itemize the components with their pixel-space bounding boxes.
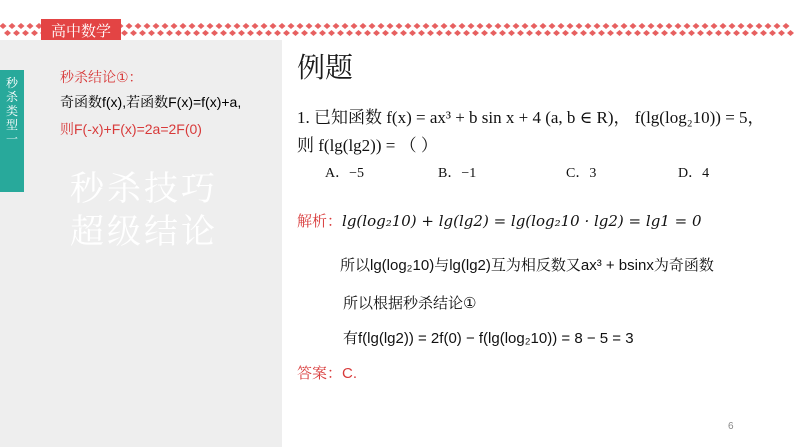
band-diamond <box>675 23 682 29</box>
band-diamond <box>495 23 502 29</box>
band-diamond <box>684 23 691 29</box>
band-diamond <box>337 30 344 36</box>
band-diamond <box>783 23 790 29</box>
band-diamond <box>670 30 677 36</box>
band-diamond <box>324 23 331 29</box>
band-diamond <box>616 30 623 36</box>
solution-formula-1: lg(log₂10) + lg(lg2) = lg(log₂10 · lg2) = lg1 = 0 <box>342 212 702 230</box>
band-diamond <box>225 23 232 29</box>
solution-line-3: 所以根据秒杀结论① <box>343 295 477 312</box>
option-c: C．3 <box>566 166 597 181</box>
band-diamond <box>468 23 475 29</box>
page-heading: 例题 <box>297 52 354 83</box>
band-diamond <box>279 23 286 29</box>
band-diamond <box>31 30 38 36</box>
band-diamond <box>202 30 209 36</box>
band-diamond <box>4 30 11 36</box>
band-diamond <box>625 30 632 36</box>
band-diamond <box>481 30 488 36</box>
band-diamond <box>207 23 214 29</box>
band-diamond <box>490 30 497 36</box>
band-diamond <box>585 23 592 29</box>
band-diamond <box>441 23 448 29</box>
band-diamond <box>427 30 434 36</box>
band-diamond <box>751 30 758 36</box>
band-diamond <box>292 30 299 36</box>
question-line-2: 则 f(lg(lg2)) = （ ） <box>297 136 438 155</box>
solution-line-2: 所以lg(log₂10)与lg(lg2)互为相反数又ax³ + bsinx为奇函数 <box>340 257 714 274</box>
band-diamond <box>526 30 533 36</box>
band-diamond <box>396 23 403 29</box>
band-diamond <box>130 30 137 36</box>
band-diamond <box>562 30 569 36</box>
band-diamond <box>711 23 718 29</box>
band-diamond <box>603 23 610 29</box>
solution-label: 解析： <box>297 213 343 230</box>
band-diamond <box>139 30 146 36</box>
band-diamond <box>391 30 398 36</box>
band-diamond <box>742 30 749 36</box>
band-diamond <box>459 23 466 29</box>
band-diamond <box>355 30 362 36</box>
band-diamond <box>342 23 349 29</box>
band-diamond <box>135 23 142 29</box>
band-diamond <box>189 23 196 29</box>
band-diamond <box>22 30 29 36</box>
band-diamond <box>720 23 727 29</box>
band-diamond <box>198 23 205 29</box>
option-d: D．4 <box>678 166 710 181</box>
band-diamond <box>301 30 308 36</box>
band-diamond <box>270 23 277 29</box>
band-diamond <box>715 30 722 36</box>
category-tab <box>0 70 24 192</box>
band-diamond <box>679 30 686 36</box>
band-diamond <box>405 23 412 29</box>
band-diamond <box>256 30 263 36</box>
band-diamond <box>693 23 700 29</box>
band-diamond <box>747 23 754 29</box>
band-diamond <box>652 30 659 36</box>
band-diamond <box>238 30 245 36</box>
band-diamond <box>247 30 254 36</box>
band-diamond <box>454 30 461 36</box>
band-diamond <box>666 23 673 29</box>
tip-line-1: 奇函数f(x),若函数F(x)=f(x)+a, <box>60 94 242 110</box>
band-diamond <box>234 23 241 29</box>
band-diamond <box>450 23 457 29</box>
band-diamond <box>661 30 668 36</box>
band-diamond <box>513 23 520 29</box>
band-diamond <box>531 23 538 29</box>
band-diamond <box>643 30 650 36</box>
band-diamond <box>351 23 358 29</box>
band-diamond <box>535 30 542 36</box>
band-diamond <box>148 30 155 36</box>
band-diamond <box>382 30 389 36</box>
band-diamond <box>297 23 304 29</box>
band-diamond <box>193 30 200 36</box>
band-diamond <box>774 23 781 29</box>
band-diamond <box>436 30 443 36</box>
band-diamond <box>418 30 425 36</box>
band-diamond <box>18 23 25 29</box>
band-diamond <box>553 30 560 36</box>
band-diamond <box>166 30 173 36</box>
answer-text: 答案：C. <box>297 365 358 382</box>
band-diamond <box>508 30 515 36</box>
band-diamond <box>517 30 524 36</box>
solution-line-4: 有f(lg(lg2)) = 2f(0) − f(lg(log₂10)) = 8 − 5 = 3 <box>343 330 634 347</box>
band-diamond <box>243 23 250 29</box>
band-diamond <box>634 30 641 36</box>
band-diamond <box>27 23 34 29</box>
band-diamond <box>580 30 587 36</box>
band-diamond <box>360 23 367 29</box>
band-diamond <box>598 30 605 36</box>
band-diamond <box>729 23 736 29</box>
band-diamond <box>558 23 565 29</box>
watermark-line-2: 超级结论 <box>70 213 218 251</box>
band-diamond <box>328 30 335 36</box>
band-diamond <box>432 23 439 29</box>
band-diamond <box>540 23 547 29</box>
band-diamond <box>126 23 133 29</box>
band-diamond <box>567 23 574 29</box>
band-diamond <box>184 30 191 36</box>
band-diamond <box>702 23 709 29</box>
band-diamond <box>333 23 340 29</box>
band-diamond <box>252 23 259 29</box>
band-diamond <box>13 30 20 36</box>
band-diamond <box>589 30 596 36</box>
band-diamond <box>423 23 430 29</box>
band-diamond <box>756 23 763 29</box>
band-diamond <box>180 23 187 29</box>
band-diamond <box>387 23 394 29</box>
page-number: 6 <box>728 421 734 432</box>
band-diamond <box>612 23 619 29</box>
band-diamond <box>369 23 376 29</box>
band-diamond <box>571 30 578 36</box>
band-diamond <box>274 30 281 36</box>
band-diamond <box>724 30 731 36</box>
tip-line-2: 则F(-x)+F(x)=2a=2F(0) <box>60 121 202 137</box>
band-diamond <box>594 23 601 29</box>
band-diamond <box>760 30 767 36</box>
band-diamond <box>706 30 713 36</box>
band-diamond <box>171 23 178 29</box>
band-diamond <box>229 30 236 36</box>
band-diamond <box>486 23 493 29</box>
band-diamond <box>463 30 470 36</box>
band-diamond <box>648 23 655 29</box>
band-diamond <box>162 23 169 29</box>
band-diamond <box>319 30 326 36</box>
answer-line <box>297 362 357 383</box>
band-diamond <box>288 23 295 29</box>
band-diamond <box>315 23 322 29</box>
band-diamond <box>639 23 646 29</box>
band-diamond <box>765 23 772 29</box>
band-diamond <box>373 30 380 36</box>
band-diamond <box>346 30 353 36</box>
subject-tag: 高中数学 <box>41 19 121 44</box>
band-diamond <box>414 23 421 29</box>
band-diamond <box>733 30 740 36</box>
band-diamond <box>306 23 313 29</box>
band-diamond <box>0 23 7 29</box>
question-line-1: 1. 已知函数 f(x) = ax³ + b sin x + 4 (a, b ∈ R)， f(lg(log₂10)) = 5， <box>297 108 765 127</box>
solution-line-1 <box>297 210 701 231</box>
band-diamond <box>472 30 479 36</box>
band-diamond <box>409 30 416 36</box>
band-diamond <box>504 23 511 29</box>
band-diamond <box>220 30 227 36</box>
band-diamond <box>630 23 637 29</box>
band-diamond <box>310 30 317 36</box>
category-tab-label: 秒杀类型一 <box>5 76 18 146</box>
tip-title: 秒杀结论①： <box>60 69 143 85</box>
option-b: B．−1 <box>438 166 477 181</box>
band-diamond <box>400 30 407 36</box>
band-diamond <box>157 30 164 36</box>
band-diamond <box>738 23 745 29</box>
band-diamond <box>261 23 268 29</box>
band-diamond <box>607 30 614 36</box>
band-diamond <box>576 23 583 29</box>
band-diamond <box>657 23 664 29</box>
band-diamond <box>549 23 556 29</box>
band-diamond <box>121 30 128 36</box>
band-diamond <box>265 30 272 36</box>
band-diamond <box>477 23 484 29</box>
band-diamond <box>621 23 628 29</box>
band-diamond <box>688 30 695 36</box>
band-diamond <box>544 30 551 36</box>
band-diamond <box>769 30 776 36</box>
band-diamond <box>522 23 529 29</box>
band-diamond <box>283 30 290 36</box>
band-diamond <box>153 23 160 29</box>
band-diamond <box>175 30 182 36</box>
watermark-line-1: 秒杀技巧 <box>70 170 218 208</box>
band-diamond <box>144 23 151 29</box>
band-diamond <box>499 30 506 36</box>
option-a: A．−5 <box>325 166 365 181</box>
band-diamond <box>787 30 794 36</box>
band-diamond <box>211 30 218 36</box>
band-diamond <box>378 23 385 29</box>
band-diamond <box>445 30 452 36</box>
band-diamond <box>778 30 785 36</box>
band-diamond <box>364 30 371 36</box>
band-diamond <box>9 23 16 29</box>
band-diamond <box>216 23 223 29</box>
band-diamond <box>697 30 704 36</box>
